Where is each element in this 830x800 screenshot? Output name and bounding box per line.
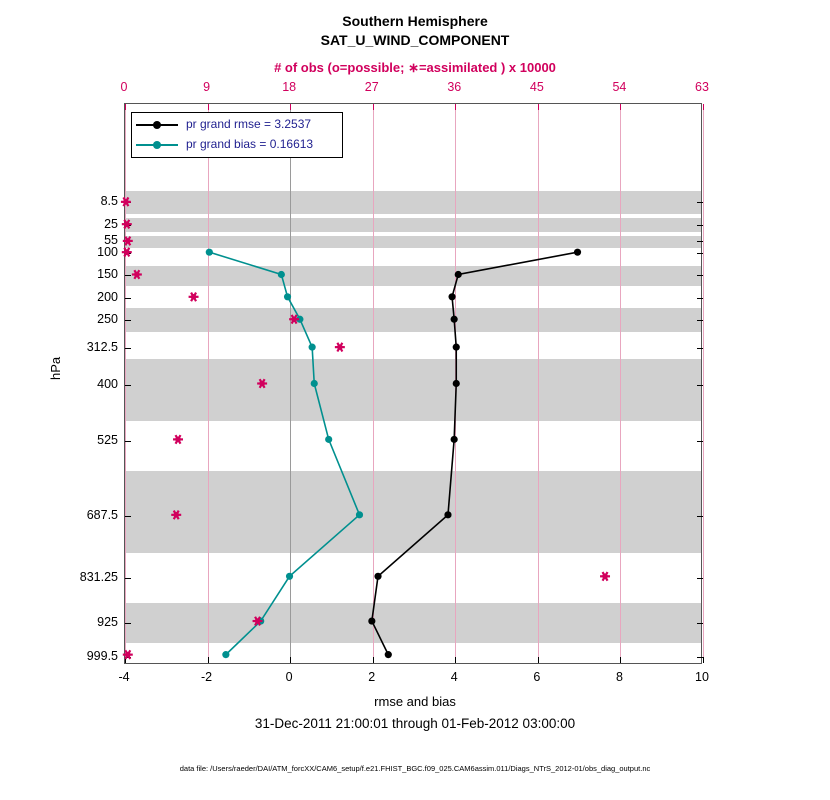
top-x-tick-label: 9 <box>203 80 211 94</box>
chart-title <box>0 12 830 50</box>
series-marker <box>453 380 460 387</box>
series-marker <box>325 436 332 443</box>
x-tick-label: -2 <box>201 670 213 684</box>
top-x-tick-label: 0 <box>120 80 128 94</box>
top-axis-ticklabels <box>120 80 709 98</box>
obs-assimilated-marker <box>123 237 133 246</box>
x-tick-label: 10 <box>695 670 709 684</box>
top-x-tick-mark <box>703 104 704 110</box>
top-x-tick-label: 36 <box>447 80 462 94</box>
y-axis-ticklabels <box>0 103 118 664</box>
y-tick-label: 8.5 <box>100 194 118 209</box>
series-marker <box>385 651 392 658</box>
series-marker <box>286 573 293 580</box>
obs-assimilated-marker <box>121 197 131 206</box>
plot-area <box>124 103 702 664</box>
series-marker <box>444 511 451 518</box>
obs-assimilated-marker <box>189 293 199 302</box>
obs-assimilated-marker <box>335 343 345 352</box>
series-marker <box>451 316 458 323</box>
title-line-1: Southern Hemisphere <box>342 13 488 29</box>
series-overlay <box>125 104 701 663</box>
y-tick-label: 312.5 <box>86 340 118 355</box>
top-x-tick-label: 27 <box>364 80 379 94</box>
obs-assimilated-marker <box>122 248 132 257</box>
top-x-tick-label: 63 <box>695 80 709 94</box>
series-marker <box>284 293 291 300</box>
y-tick-label: 831.25 <box>79 570 118 585</box>
legend-marker-rmse <box>153 121 161 129</box>
legend <box>131 112 343 158</box>
top-x-tick-label: 54 <box>612 80 627 94</box>
y-axis-title: hPa <box>48 356 63 380</box>
x-axis-ticklabels <box>118 668 709 688</box>
obs-assimilated-marker <box>171 511 181 520</box>
obs-assimilated-marker <box>173 435 183 444</box>
series-marker <box>311 380 318 387</box>
title-line-2: SAT_U_WIND_COMPONENT <box>320 32 510 48</box>
series-marker <box>455 271 462 278</box>
legend-item-rmse <box>136 116 340 134</box>
obs-assimilated-marker <box>122 220 132 229</box>
series-marker <box>206 249 213 256</box>
legend-item-bias <box>136 136 340 154</box>
data-file-label: data file: /Users/raeder/DAI/ATM_forcXX/CAM6_setup/f.e21.FHIST_BGC.f09_025.CAM6assim.011/Diags_NTrS_2012-01/obs_diag_output.nc <box>179 764 651 773</box>
series-marker <box>453 344 460 351</box>
y-tick-label: 400 <box>97 376 118 391</box>
top-axis-title: # of obs (o=possible; ∗=assimilated ) x 10000 <box>274 60 556 75</box>
y-tick-label: 25 <box>104 216 118 231</box>
legend-marker-bias <box>153 141 161 149</box>
y-tick-label: 100 <box>97 244 118 259</box>
y-tick-label: 55 <box>104 233 118 248</box>
x-tick-label: 4 <box>450 670 458 684</box>
y-tick-label: 925 <box>97 614 118 629</box>
x-axis-title: rmse and bias <box>374 694 456 709</box>
obs-assimilated-marker <box>132 270 142 279</box>
x-tick-label: -4 <box>118 670 130 684</box>
y-tick-label: 250 <box>97 311 118 326</box>
time-range-label: 31-Dec-2011 21:00:01 through 01-Feb-2012 03:00:00 <box>254 716 576 731</box>
x-tick-label: 6 <box>533 670 541 684</box>
x-tick-label: 0 <box>285 670 293 684</box>
series-marker <box>222 651 229 658</box>
obs-assimilated-marker <box>257 379 267 388</box>
gridline-vertical <box>703 104 704 663</box>
series-marker <box>374 573 381 580</box>
series-marker <box>451 436 458 443</box>
x-tick-label: 2 <box>368 670 376 684</box>
legend-label-bias: pr grand bias = 0.16613 <box>186 137 314 151</box>
obs-assimilated-marker <box>123 650 133 659</box>
top-x-tick-label: 18 <box>282 80 297 94</box>
y-tick-label: 999.5 <box>86 648 118 663</box>
series-marker <box>356 511 363 518</box>
obs-assimilated-marker <box>600 572 610 581</box>
series-marker <box>368 617 375 624</box>
y-tick-label: 150 <box>97 267 118 282</box>
legend-label-rmse: pr grand rmse = 3.2537 <box>186 117 312 131</box>
series-marker <box>448 293 455 300</box>
series-marker <box>278 271 285 278</box>
series-line <box>372 252 578 654</box>
y-tick-label: 525 <box>97 432 118 447</box>
y-tick-label: 687.5 <box>86 508 118 523</box>
series-line <box>209 252 359 654</box>
series-marker <box>574 249 581 256</box>
x-tick-label: 8 <box>615 670 623 684</box>
top-x-tick-label: 45 <box>529 80 544 94</box>
series-marker <box>309 344 316 351</box>
x-tick-mark <box>703 657 704 663</box>
y-tick-label: 200 <box>97 289 118 304</box>
